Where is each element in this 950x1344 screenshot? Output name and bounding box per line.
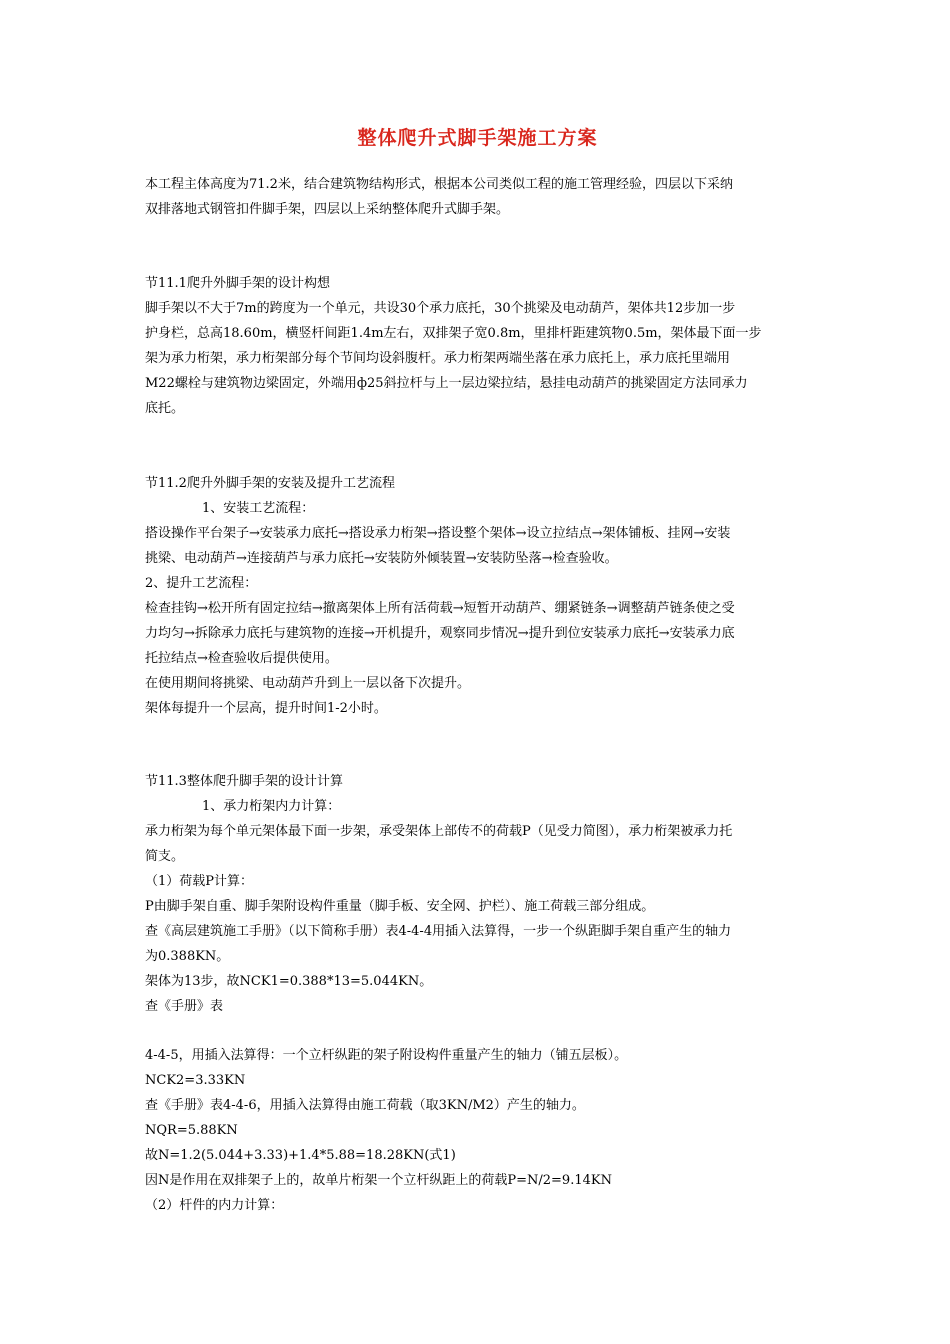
section-2-line: 托拉结点→检查验收后提供使用。 [145,651,338,666]
section-3-line: （1）荷载P计算： [145,874,254,889]
section-1-line: 脚手架以不大于7m的跨度为一个单元，共设30个承力底托，30个挑梁及电动葫芦，架体共12步加一步 [145,301,736,316]
section-3-continued [145,1043,810,1218]
section-3-line: 架体为13步，故NCK1=0.388*13=5.044KN。 [145,974,433,989]
section-3-line: 为0.388KN。 [145,949,230,964]
section-2-line: 搭设操作平台架子→安装承力底托→搭设承力桁架→搭设整个架体→设立拉结点→架体铺板、挂网→安装 [145,526,731,541]
section-3-line: P由脚手架自重、脚手架附设构件重量（脚手板、安全网、护栏）、施工荷载三部分组成。 [145,899,655,914]
section-3-line: 查《手册》表4-4-6，用插入法算得由施工荷载（取3KN/M2）产生的轴力。 [145,1098,585,1113]
section-1-line: 架为承力桁架，承力桁架部分每个节间均设斜腹杆。承力桁架两端坐落在承力底托上，承力底托里端用 [145,351,731,366]
section-1-line: M22螺栓与建筑物边梁固定，外端用ф25斜拉杆与上一层边梁拉结，悬挂电动葫芦的挑梁固定方法同承力 [145,376,748,391]
document-title: 整体爬升式脚手架施工方案 [357,127,598,149]
section-3-line: 4-4-5，用插入法算得：一个立杆纵距的架子附设构件重量产生的轴力（铺五层板）。 [145,1048,628,1063]
section-2-line: 力均匀→拆除承力底托与建筑物的连接→开机提升，观察同步情况→提升到位安装承力底托→安装承力底 [145,626,735,641]
section-3-line: （2）杆件的内力计算： [145,1198,284,1213]
section-3-line: 查《手册》表 [145,999,224,1014]
section-2-line: 挑梁、电动葫芦→连接葫芦与承力底托→安装防外倾装置→安装防坠落→检查验收。 [145,551,618,566]
section-3-line: 查《高层建筑施工手册》（以下简称手册）表4-4-4用插入法算得，一步一个纵距脚手架自重产生的轴力 [145,924,732,939]
section-3-subheading: 1、承力桁架内力计算： [202,799,341,814]
section-3-line: 简支。 [145,849,185,864]
section-2-subheading-install: 1、安装工艺流程： [202,501,315,516]
section-1-line: 底托。 [145,401,185,416]
section-2-subheading-lift: 2、提升工艺流程： [145,576,258,591]
section-1 [145,271,810,421]
intro-line: 本工程主体高度为71.2米，结合建筑物结构形式，根据本公司类似工程的施工管理经验，四层以下采纳 [145,177,733,192]
section-3-heading: 节11.3整体爬升脚手架的设计计算 [145,774,343,789]
section-3-line: NCK2=3.33KN [145,1073,246,1088]
section-2 [145,471,810,721]
section-3-line: NQR=5.88KN [145,1123,238,1138]
section-1-line: 护身栏，总高18.60m，横竖杆间距1.4m左右，双排架子宽0.8m，里排杆距建筑物0.5m，架体最下面一步 [145,326,762,341]
section-2-line: 检查挂钩→松开所有固定拉结→撤离架体上所有活荷载→短暂开动葫芦、绷紧链条→调整葫芦链条使之受 [145,601,735,616]
section-3-line: 因N是作用在双排架子上的，故单片桁架一个立杆纵距上的荷载P=N/2=9.14KN [145,1173,612,1188]
section-2-heading: 节11.2爬升外脚手架的安装及提升工艺流程 [145,476,395,491]
intro-line: 双排落地式钢管扣件脚手架，四层以上采纳整体爬升式脚手架。 [145,202,510,217]
section-1-heading: 节11.1爬升外脚手架的设计构想 [145,276,330,291]
section-2-line: 架体每提升一个层高，提升时间1-2小时。 [145,701,387,716]
section-3 [145,769,810,1019]
intro-paragraph [145,172,810,222]
section-2-line: 在使用期间将挑梁、电动葫芦升到上一层以备下次提升。 [145,676,471,691]
section-3-line: 承力桁架为每个单元架体最下面一步架，承受架体上部传不的荷载P（见受力简图），承力桁架被承力托 [145,824,733,839]
section-3-line: 故N=1.2(5.044+3.33)+1.4*5.88=18.28KN(式1) [145,1148,456,1163]
